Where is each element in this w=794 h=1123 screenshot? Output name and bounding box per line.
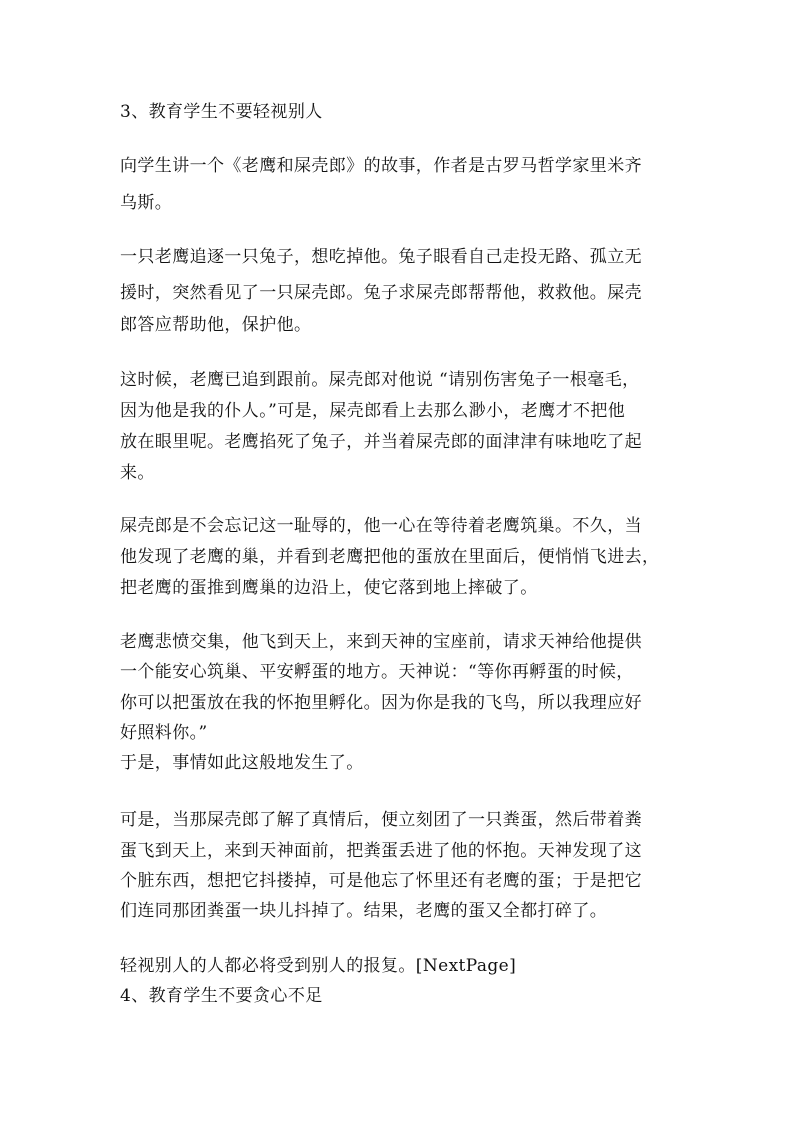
paragraph-line: 这时候，老鹰已追到跟前。屎壳郎对他说 “请别伤害兔子一根毫毛，	[120, 370, 640, 390]
paragraph-line: 放在眼里呢。老鹰掐死了兔子，并当着屎壳郎的面津津有味地吃了起	[120, 432, 642, 452]
section-heading: 4、教育学生不要贪心不足	[120, 986, 323, 1006]
paragraph-line: 向学生讲一个《老鹰和屎壳郎》的故事，作者是古罗马哲学家里米齐	[120, 156, 642, 176]
paragraph-line: 一只老鹰追逐一只兔子，想吃掉他。兔子眼看自己走投无路、孤立无	[120, 247, 642, 267]
paragraph-line: 个脏东西，想把它抖搂掉，可是他忘了怀里还有老鹰的蛋；于是把它	[120, 871, 642, 891]
paragraph-line: 一个能安心筑巢、平安孵蛋的地方。天神说：“等你再孵蛋的时候，	[120, 662, 634, 682]
paragraph-line: 轻视别人的人都必将受到别人的报复。[NextPage]	[120, 956, 517, 976]
paragraph-line: 屎壳郎是不会忘记这一耻辱的，他一心在等待着老鹰筑巢。不久，当	[120, 516, 642, 536]
paragraph-line: 把老鹰的蛋推到鹰巢的边沿上，使它落到地上摔破了。	[120, 578, 538, 598]
paragraph-line: 援时，突然看见了一只屎壳郎。兔子求屎壳郎帮帮他，救救他。屎壳	[120, 283, 642, 303]
paragraph-line: 蛋飞到天上，来到天神面前，把粪蛋丢进了他的怀抱。天神发现了这	[120, 841, 642, 861]
paragraph-line: 老鹰悲愤交集，他飞到天上，来到天神的宝座前，请求天神给他提供	[120, 632, 642, 652]
paragraph-line: 于是，事情如此这般地发生了。	[120, 753, 364, 773]
paragraph-line: 郎答应帮助他，保护他。	[120, 315, 312, 335]
paragraph-line: 你可以把蛋放在我的怀抱里孵化。因为你是我的飞鸟，所以我理应好	[120, 693, 642, 713]
paragraph-line: 好照料你。”	[120, 723, 208, 743]
paragraph-line: 因为他是我的仆人。”可是，屎壳郎看上去那么渺小，老鹰才不把他	[120, 401, 626, 421]
paragraph-line: 们连同那团粪蛋一块儿抖掉了。结果，老鹰的蛋又全都打碎了。	[120, 901, 608, 921]
paragraph-line: 他发现了老鹰的巢，并看到老鹰把他的蛋放在里面后，便悄悄飞进去，	[120, 547, 660, 567]
section-heading: 3、教育学生不要轻视别人	[120, 102, 323, 122]
paragraph-line: 乌斯。	[120, 193, 173, 213]
paragraph-line: 可是，当那屎壳郎了解了真情后，便立刻团了一只粪蛋，然后带着粪	[120, 810, 642, 830]
paragraph-line: 来。	[120, 463, 155, 483]
